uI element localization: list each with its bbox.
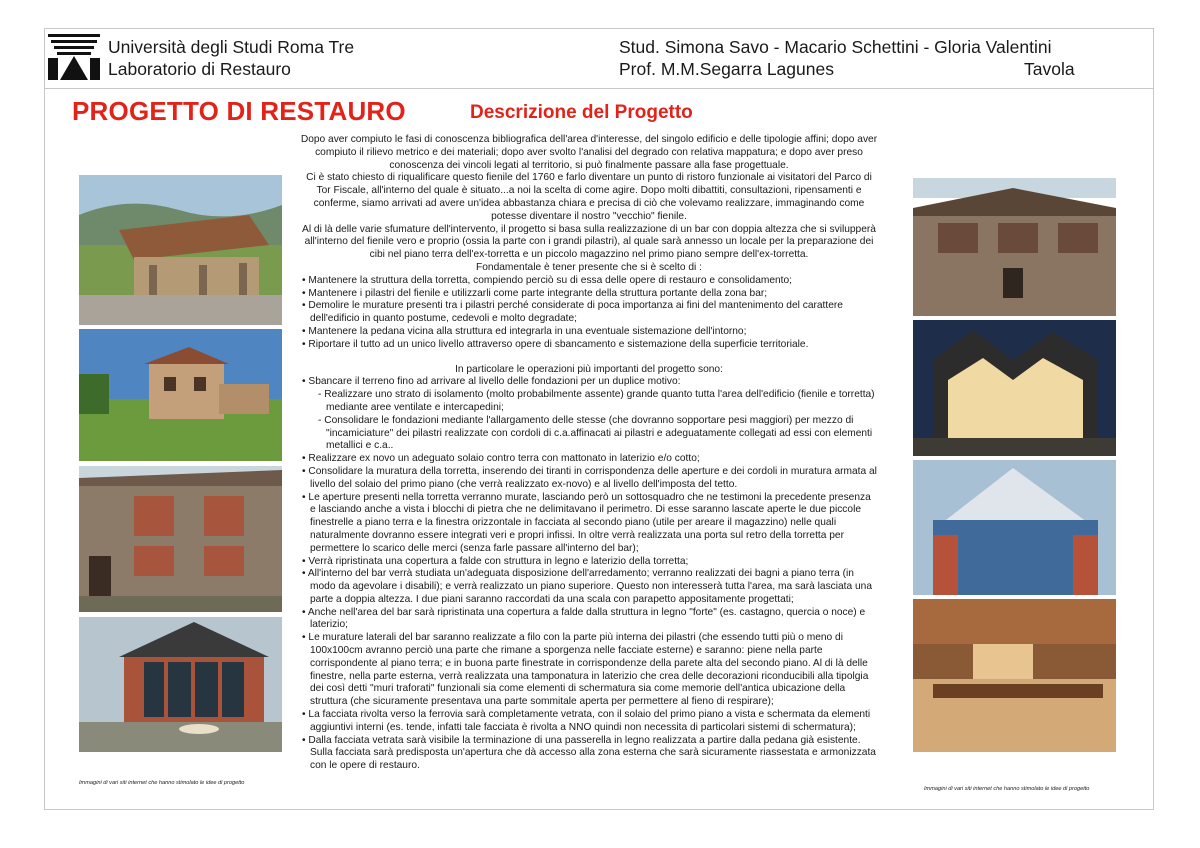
lab-name: Laboratorio di Restauro bbox=[108, 59, 291, 79]
list-item: • Le aperture presenti nella torretta verranno murate, lasciando però un sottosquadro che ne testimoni la precedente presenza e lasciando anche a vista i blocchi di pietra che ne delimitavano il perimetro. Di esse saranno lascate aperte le due piccole finestrelle a piano terra e la finestra orizzontale in facciata al secondo piano (utile per areare il magazzino) nelle quali naturalmente dovranno essere integrati veri e propri infissi. In oltre verrà realizzata una porta sul retro della torretta per permettere lo scarico delle merci (senza farle passare all'interno del bar); bbox=[302, 491, 871, 554]
perforated-brick-wall-photo bbox=[79, 466, 282, 612]
intro-paragraph-5: In particolare le operazioni più importanti del progetto sono: bbox=[455, 363, 723, 375]
university-name: Università degli Studi Roma Tre bbox=[108, 37, 355, 57]
list-item: • Riportare il tutto ad un unico livello attraverso opere di sbancamento e sistemazione della superficie territoriale. bbox=[302, 338, 809, 350]
page-subtitle: Descrizione del Progetto bbox=[470, 102, 693, 123]
list-item: • Mantenere la pedana vicina alla struttura ed integrarla in una eventuale sistemazione dell'intorno; bbox=[302, 325, 747, 337]
university-logo-icon bbox=[48, 34, 100, 80]
project-description bbox=[300, 134, 878, 773]
list-item: • Mantenere i pilastri del fienile e utilizzarli come parte integrante della struttura portante della zona bar; bbox=[302, 287, 768, 299]
porch-stone-house-photo bbox=[79, 175, 282, 325]
tower-house-photo bbox=[79, 329, 282, 461]
list-item: • Verrà ripristinata una copertura a falde con struttura in legno e laterizio della torretta; bbox=[302, 555, 689, 567]
right-photo-caption: Immagini di vari siti internet che hanno stimolato le idee di progetto bbox=[924, 786, 1090, 792]
professor-name: Prof. M.M.Segarra Lagunes bbox=[619, 59, 834, 79]
left-photo-caption: Immagini di vari siti internet che hanno stimolato le idee di progetto bbox=[79, 780, 245, 786]
list-item: • Le murature laterali del bar saranno realizzate a filo con la parte più interna dei pilastri (che essendo tutti più o meno di 100x100cm avranno perciò una parte che rimane a sporgenza nelle facciate esterne) e saranno: piene nella parte corrispondente al piano terra; e in buona parte finestrate in corrispondenze della parete alta del secondo piano. Al di là delle finestre, nella parte esterna, verrà realizzata una tamponatura in laterizio che crea delle decorazioni riconducibili alla tipolgia dei così detti "muri traforati" funzionali sia come elementi di schermatura sia come memorie dell'antica ubicazione della struttura (che sicuramente presentava una parte sommitale aperta per permettere al fieno di respirare); bbox=[302, 632, 869, 708]
intro-paragraph-1: Dopo aver compiuto le fasi di conoscenza bibliografica dell'area d'interesse, del singolo edificio e delle tipologie affini; dopo aver compiuto il rilievo metrico e dei materiali; dopo aver svolto l'analisi del degrado con relativa mappatura; e dopo aver preso conoscenza dei vincoli legati al territorio, si può finalmente passare alla fase progettuale. bbox=[300, 134, 878, 171]
sublist-item: - Realizzare uno strato di isolamento (molto probabilmente assente) grande quanto tutta l'area dell'edificio (fienile e torretta) mediante aree ventilate e intercapedini; bbox=[318, 389, 875, 413]
list-item: • Dalla facciata vetrata sarà visibile la terminazione di una passerella in legno realizzata a partire dalla pedana già esistente. Sulla facciata sarà predisposta un'apertura che dà accesso alla zona esterna che sarà sicuramente riassestata e armonizzata con le opere di restauro. bbox=[302, 734, 876, 772]
list-item: • Sbancare il terreno fino ad arrivare al livello delle fondazioni per un duplice motivo: bbox=[302, 376, 681, 388]
students-names: Stud. Simona Savo - Macario Schettini - Gloria Valentini bbox=[619, 37, 1052, 57]
glazed-barn-photo bbox=[79, 617, 282, 752]
list-item: • All'interno del bar verrà studiata un'adeguata disposizione dell'arredamento; verranno realizzati dei bagni a piano terra (in modo da agevolare i disabili); e verrà realizzato un piano superiore. Questo non interesserà tutta l'area, ma sarà lasciata una parte a doppia altezza. I due piani saranno raccordati da una scala con parapetto appositamente progettati; bbox=[302, 568, 873, 605]
page-title: PROGETTO DI RESTAURO bbox=[72, 96, 406, 126]
list-item: • Mantenere la struttura della torretta, compiendo perciò su di essa delle opere di restauro e consolidamento; bbox=[302, 274, 793, 286]
modern-glass-building-photo bbox=[913, 320, 1116, 456]
intro-paragraph-2: Ci è stato chiesto di riqualificare questo fienile del 1760 e farlo diventare un punto di ristoro funzionale ai visitatori del Parco di Tor Fiscale, all'interno del quale è situato...a noi la scelta di come agire. Dopo molti dibattiti, consultazioni, ripensamenti e conferme, siamo arrivati ad avere un'idea abbastanza chiara e precisa di ciò che volevamo realizzare, immaginando come potesse diventare il nostro "vecchio" fienile. bbox=[306, 172, 872, 222]
list-item: • Anche nell'area del bar sarà ripristinata una copertura a falde dalla struttura in legno "forte" (es. castagno, quercia o noce) e laterizio; bbox=[302, 606, 866, 631]
glazed-facade-photo bbox=[913, 460, 1116, 595]
list-item: • Consolidare la muratura della torretta, inserendo dei tiranti in corrispondenza delle aperture e dei cordoli in muratura armata al livello del solaio del primo piano (che verrà realizzato ex-novo) e al livello dell'imposta del tetto. bbox=[302, 465, 877, 490]
sublist-item: - Consolidare le fondazioni mediante l'allargamento delle stesse (che dovranno sopportare pesi maggiori) per mezzo di "incamiciature" dei pilastri realizzate con cordoli di c.a.affinacati ai pilastri e adeguatamente collegati ad essi con elementi metallici e c.a.. bbox=[318, 414, 873, 452]
tavola-label: Tavola bbox=[1024, 59, 1075, 79]
list-item: • La facciata rivolta verso la ferrovia sarà completamente vetrata, con il solaio del primo piano a vista e schermata da elementi aggiuntivi interni (es. tende, infatti tale facciata è rivolta a NNO quindi non necessita di particolari sistemi di schermatura); bbox=[302, 709, 871, 733]
intro-paragraph-4: Fondamentale è tener presente che si è scelto di : bbox=[476, 261, 702, 273]
wooden-interior-photo bbox=[913, 599, 1116, 752]
list-item: • Realizzare ex novo un adeguato solaio contro terra con mattonato in laterizio e/o cotto; bbox=[302, 453, 700, 465]
intro-paragraph-3: Al di là delle varie sfumature dell'intervento, il progetto si basa sulla realizzazione di un bar con doppia altezza che si svilupperà all'interno del fienile vero e proprio (ossia la parte con i grandi pilastri), al quale sarà annesso un locale per la preparazione dei cibi nel piano terra dell'ex-torretta e un piccolo magazzino nel primo piano sempre dell'ex-torretta. bbox=[302, 223, 876, 261]
list-item: • Demolire le murature presenti tra i pilastri perché considerate di poca importanza ai fini del mantenimento del carattere dell'edificio in quanto postume, cedevoli e molto degradate; bbox=[302, 300, 843, 325]
brick-barn-photo bbox=[913, 178, 1116, 316]
